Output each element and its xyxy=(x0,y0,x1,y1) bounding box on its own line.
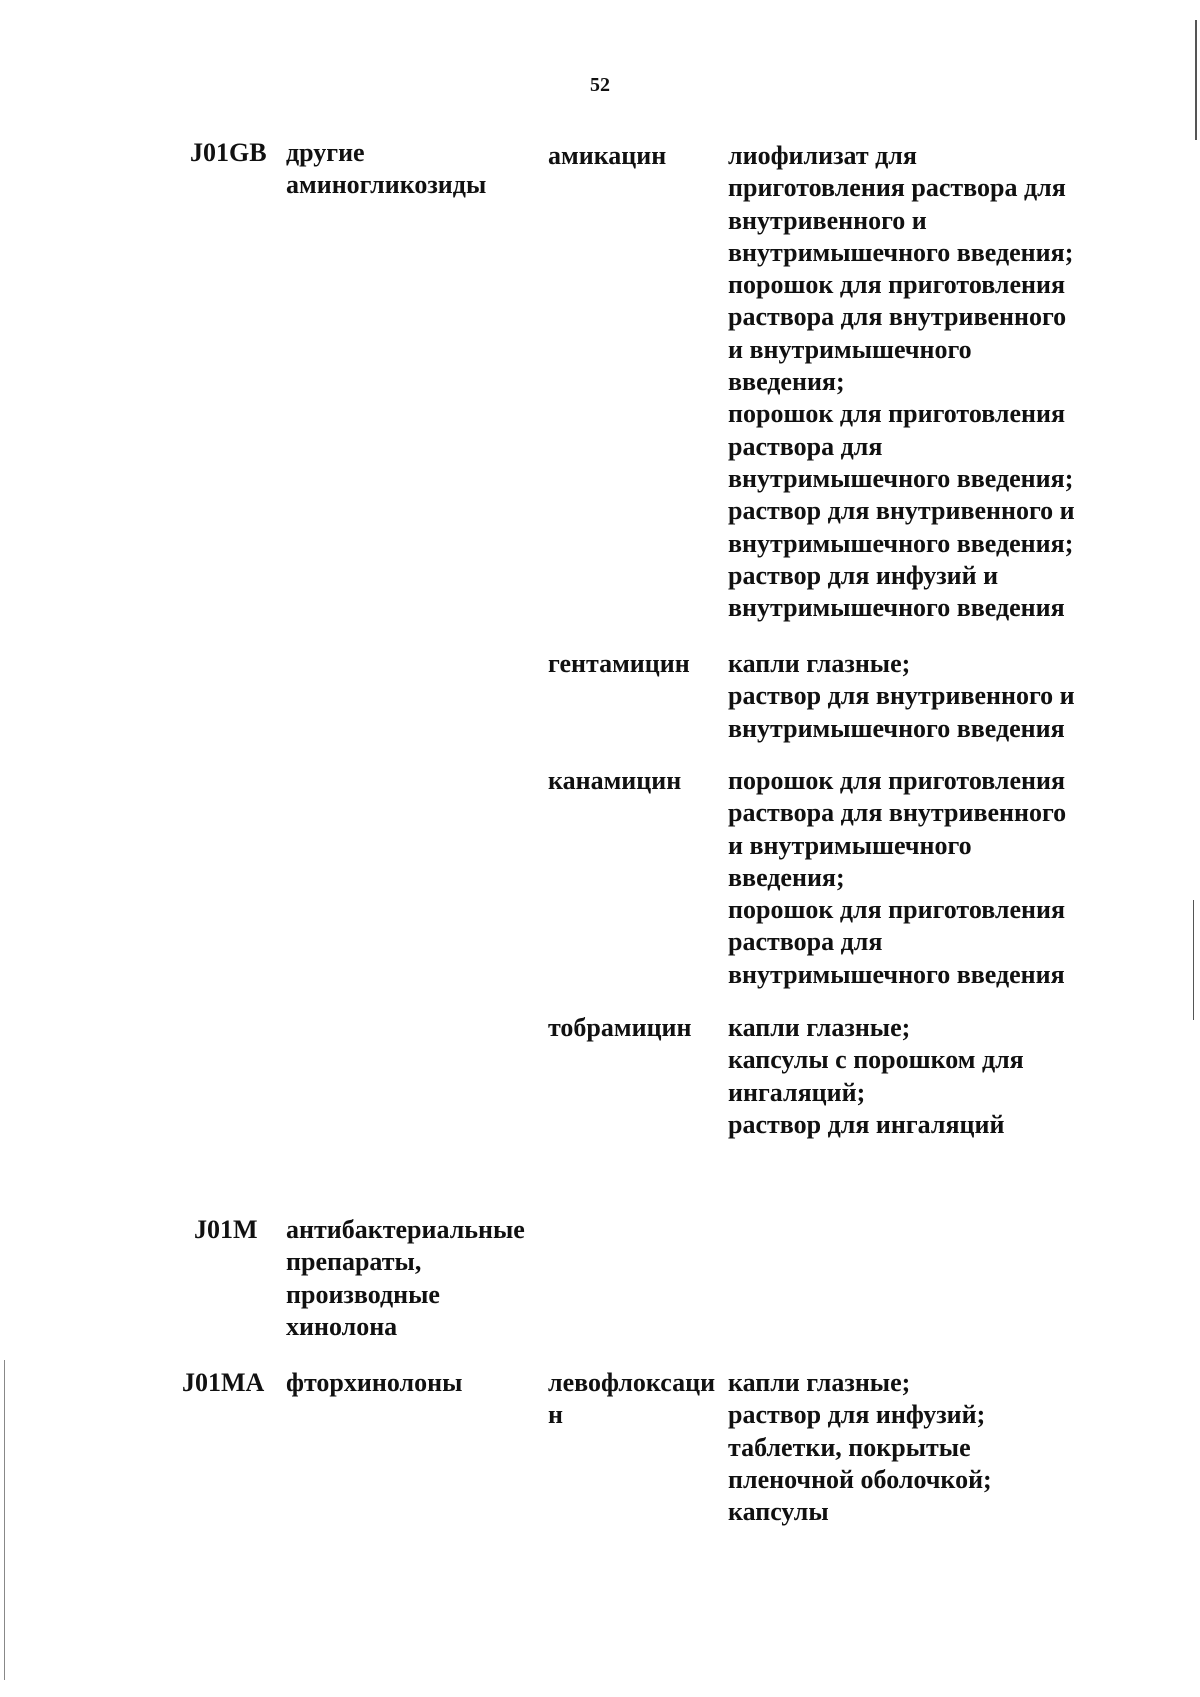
drug-name xyxy=(548,140,728,172)
form-line: внутримышечного введения xyxy=(728,593,1065,623)
form-line: раствор для инфузий; xyxy=(728,1400,986,1430)
drug-name-line: н xyxy=(548,1400,563,1430)
form-line: раствор для внутривенного и xyxy=(728,681,1075,711)
scan-edge-mark xyxy=(4,1360,5,1680)
group-line: хинолона xyxy=(286,1311,398,1341)
form-line: и внутримышечного xyxy=(728,830,972,860)
form-line: порошок для приготовления xyxy=(728,895,1066,925)
form-line: внутримышечного введения; xyxy=(728,463,1074,493)
group-line: препараты, xyxy=(286,1247,422,1277)
form-line: капли глазные; xyxy=(728,1368,911,1397)
group-line: антибактериальные xyxy=(286,1215,525,1244)
form-line: капли глазные; xyxy=(728,1013,911,1042)
atc-code: J01M xyxy=(194,1215,258,1244)
group-line: фторхинолоны xyxy=(286,1368,463,1397)
form-line: порошок для приготовления xyxy=(728,270,1066,300)
drug-name-line: амикацин xyxy=(548,141,667,170)
dosage-forms xyxy=(728,1367,1098,1528)
form-line: порошок для приготовления xyxy=(728,399,1066,429)
drug-name xyxy=(548,1367,728,1432)
form-line: раствор для внутривенного и xyxy=(728,496,1075,526)
form-line: раствора для xyxy=(728,927,883,957)
dosage-forms xyxy=(728,765,1098,991)
dosage-forms xyxy=(728,648,1098,745)
group-line: другие xyxy=(286,138,365,167)
atc-group-name xyxy=(286,1214,546,1343)
form-line: пленочной оболочкой; xyxy=(728,1464,992,1494)
form-line: капсулы с порошком для xyxy=(728,1045,1024,1075)
atc-code: J01MA xyxy=(182,1368,265,1397)
dosage-forms xyxy=(728,140,1098,624)
form-line: порошок для приготовления xyxy=(728,766,1066,795)
form-line: введения; xyxy=(728,862,845,892)
drug-name-line: тобрамицин xyxy=(548,1013,692,1042)
dosage-forms xyxy=(728,1012,1098,1141)
form-line: внутримышечного введения xyxy=(728,959,1065,989)
form-line: внутримышечного введения xyxy=(728,713,1065,743)
form-line: приготовления раствора для xyxy=(728,173,1066,203)
drug-name xyxy=(548,765,728,797)
group-line: аминогликозиды xyxy=(286,170,487,200)
form-line: капсулы xyxy=(728,1497,829,1527)
form-line: раствора для внутривенного xyxy=(728,798,1067,828)
form-line: внутримышечного введения; xyxy=(728,528,1074,558)
form-line: внутривенного и xyxy=(728,205,927,235)
drug-name xyxy=(548,648,728,680)
group-line: производные xyxy=(286,1279,440,1309)
form-line: раствора для внутривенного xyxy=(728,302,1067,332)
scan-edge-mark xyxy=(1195,20,1197,140)
form-line: и внутримышечного xyxy=(728,334,972,364)
atc-group-name xyxy=(286,1367,546,1399)
drug-name-line: гентамицин xyxy=(548,649,690,678)
form-line: раствора для xyxy=(728,431,883,461)
atc-code: J01GB xyxy=(190,138,267,167)
form-line: введения; xyxy=(728,367,845,397)
atc-group-name xyxy=(286,137,546,202)
form-line: раствор для ингаляций xyxy=(728,1109,1005,1139)
form-line: лиофилизат для xyxy=(728,141,917,170)
drug-name-line: левофлоксаци xyxy=(548,1368,716,1397)
page-number: 52 xyxy=(590,74,610,96)
form-line: капли глазные; xyxy=(728,649,911,678)
drug-name xyxy=(548,1012,728,1044)
form-line: ингаляций; xyxy=(728,1077,866,1107)
drug-name-line: канамицин xyxy=(548,766,682,795)
form-line: раствор для инфузий и xyxy=(728,560,999,590)
scan-edge-mark xyxy=(1193,900,1194,1020)
form-line: внутримышечного введения; xyxy=(728,237,1074,267)
form-line: таблетки, покрытые xyxy=(728,1432,971,1462)
